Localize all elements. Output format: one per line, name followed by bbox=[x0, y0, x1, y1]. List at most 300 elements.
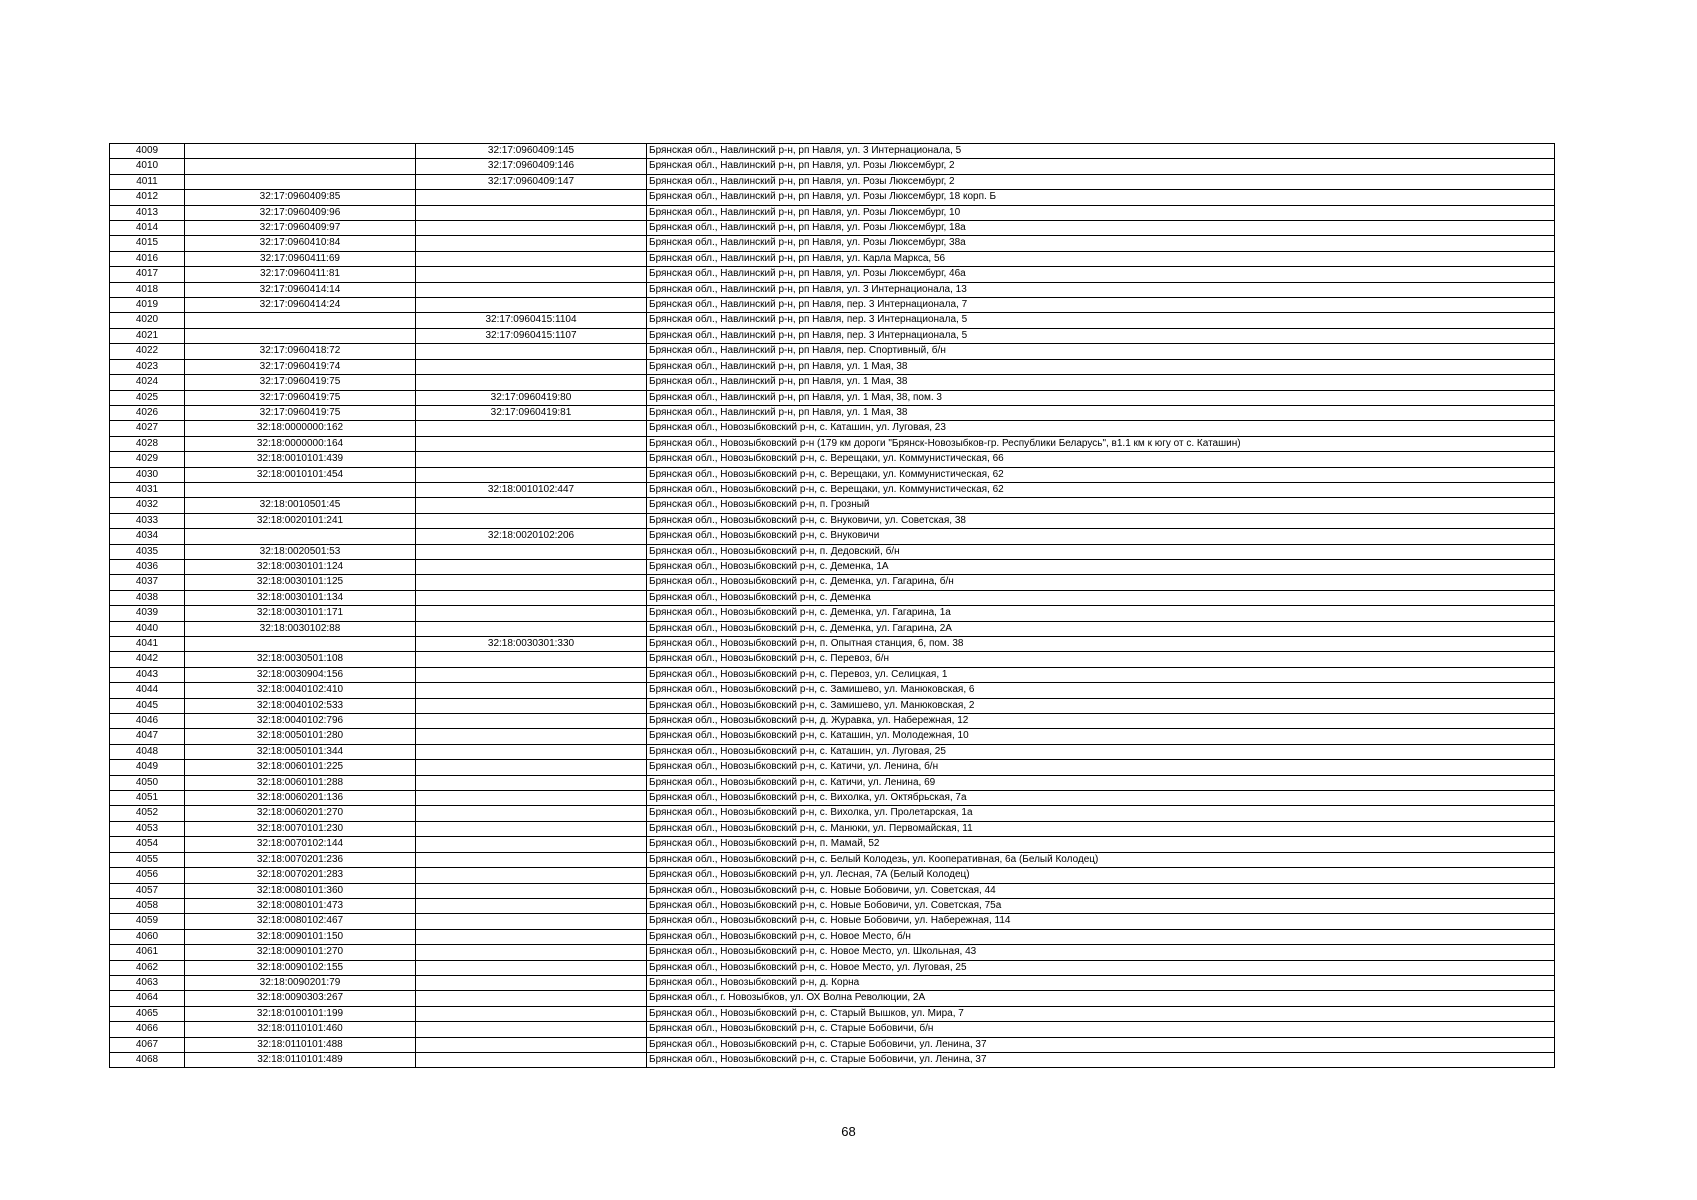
room-cadastral-number-cell bbox=[416, 852, 647, 867]
cadastral-number-cell: 32:18:0010501:45 bbox=[185, 498, 416, 513]
table-row bbox=[110, 821, 1555, 836]
row-number-cell: 4020 bbox=[110, 313, 185, 328]
cadastral-number-cell: 32:18:0100101:199 bbox=[185, 1006, 416, 1021]
cadastral-number-cell: 32:18:0000000:164 bbox=[185, 436, 416, 451]
table-row bbox=[110, 898, 1555, 913]
room-cadastral-number-cell bbox=[416, 498, 647, 513]
table-row bbox=[110, 298, 1555, 313]
table-row bbox=[110, 313, 1555, 328]
row-number-cell: 4052 bbox=[110, 806, 185, 821]
room-cadastral-number-cell: 32:17:0960415:1104 bbox=[416, 313, 647, 328]
row-number-cell: 4044 bbox=[110, 683, 185, 698]
address-cell: Брянская обл., Навлинский р-н, рп Навля, пер. Спортивный, б/н bbox=[647, 344, 1555, 359]
cadastral-number-cell: 32:17:0960419:75 bbox=[185, 375, 416, 390]
cadastral-number-cell: 32:18:0030904:156 bbox=[185, 667, 416, 682]
row-number-cell: 4053 bbox=[110, 821, 185, 836]
row-number-cell: 4055 bbox=[110, 852, 185, 867]
cadastral-number-cell bbox=[185, 637, 416, 652]
cadastral-number-cell: 32:17:0960418:72 bbox=[185, 344, 416, 359]
address-cell: Брянская обл., Новозыбковский р-н, ул. Лесная, 7А (Белый Колодец) bbox=[647, 868, 1555, 883]
cadastral-number-cell: 32:17:0960409:85 bbox=[185, 190, 416, 205]
room-cadastral-number-cell bbox=[416, 868, 647, 883]
row-number-cell: 4042 bbox=[110, 652, 185, 667]
row-number-cell: 4028 bbox=[110, 436, 185, 451]
room-cadastral-number-cell bbox=[416, 929, 647, 944]
table-row bbox=[110, 652, 1555, 667]
cadastral-number-cell: 32:18:0110101:460 bbox=[185, 1022, 416, 1037]
room-cadastral-number-cell: 32:18:0010102:447 bbox=[416, 482, 647, 497]
address-cell: Брянская обл., Новозыбковский р-н, с. Каташин, ул. Молодежная, 10 bbox=[647, 729, 1555, 744]
address-cell: Брянская обл., Новозыбковский р-н, с. Старые Бобовичи, ул. Ленина, 37 bbox=[647, 1037, 1555, 1052]
room-cadastral-number-cell bbox=[416, 791, 647, 806]
table-row bbox=[110, 513, 1555, 528]
address-cell: Брянская обл., Новозыбковский р-н, д. Корна bbox=[647, 975, 1555, 990]
row-number-cell: 4010 bbox=[110, 159, 185, 174]
room-cadastral-number-cell bbox=[416, 991, 647, 1006]
room-cadastral-number-cell bbox=[416, 421, 647, 436]
room-cadastral-number-cell bbox=[416, 698, 647, 713]
table-row bbox=[110, 1006, 1555, 1021]
address-cell: Брянская обл., Новозыбковский р-н, с. Катичи, ул. Ленина, б/н bbox=[647, 760, 1555, 775]
cadastral-number-cell: 32:18:0070201:236 bbox=[185, 852, 416, 867]
address-cell: Брянская обл., Новозыбковский р-н, с. Деменка bbox=[647, 590, 1555, 605]
room-cadastral-number-cell bbox=[416, 544, 647, 559]
address-cell: Брянская обл., Новозыбковский р-н, с. Новые Бобовичи, ул. Набережная, 114 bbox=[647, 914, 1555, 929]
table-row bbox=[110, 482, 1555, 497]
row-number-cell: 4016 bbox=[110, 251, 185, 266]
row-number-cell: 4011 bbox=[110, 174, 185, 189]
table-row bbox=[110, 683, 1555, 698]
room-cadastral-number-cell: 32:18:0030301:330 bbox=[416, 637, 647, 652]
room-cadastral-number-cell bbox=[416, 298, 647, 313]
room-cadastral-number-cell bbox=[416, 267, 647, 282]
room-cadastral-number-cell: 32:17:0960419:81 bbox=[416, 405, 647, 420]
room-cadastral-number-cell: 32:17:0960415:1107 bbox=[416, 328, 647, 343]
cadastral-number-cell: 32:18:0050101:344 bbox=[185, 744, 416, 759]
row-number-cell: 4054 bbox=[110, 837, 185, 852]
cadastral-number-cell: 32:18:0010101:439 bbox=[185, 452, 416, 467]
row-number-cell: 4019 bbox=[110, 298, 185, 313]
address-cell: Брянская обл., Навлинский р-н, рп Навля, пер. 3 Интернационала, 5 bbox=[647, 313, 1555, 328]
row-number-cell: 4026 bbox=[110, 405, 185, 420]
row-number-cell: 4035 bbox=[110, 544, 185, 559]
address-cell: Брянская обл., Новозыбковский р-н, с. Каташин, ул. Луговая, 23 bbox=[647, 421, 1555, 436]
address-cell: Брянская обл., Новозыбковский р-н, с. Замишево, ул. Манюковская, 2 bbox=[647, 698, 1555, 713]
table-row bbox=[110, 436, 1555, 451]
cadastral-number-cell: 32:18:0030501:108 bbox=[185, 652, 416, 667]
address-cell: Брянская обл., Новозыбковский р-н, п. Опытная станция, 6, пом. 38 bbox=[647, 637, 1555, 652]
table-row bbox=[110, 868, 1555, 883]
table-row bbox=[110, 529, 1555, 544]
address-cell: Брянская обл., Новозыбковский р-н, с. Старый Вышков, ул. Мира, 7 bbox=[647, 1006, 1555, 1021]
cadastral-number-cell: 32:17:0960414:14 bbox=[185, 282, 416, 297]
cadastral-number-cell: 32:17:0960419:74 bbox=[185, 359, 416, 374]
row-number-cell: 4029 bbox=[110, 452, 185, 467]
row-number-cell: 4045 bbox=[110, 698, 185, 713]
cadastral-number-cell: 32:18:0030102:88 bbox=[185, 621, 416, 636]
row-number-cell: 4046 bbox=[110, 714, 185, 729]
room-cadastral-number-cell bbox=[416, 575, 647, 590]
row-number-cell: 4025 bbox=[110, 390, 185, 405]
cadastral-number-cell bbox=[185, 174, 416, 189]
table-row bbox=[110, 174, 1555, 189]
room-cadastral-number-cell bbox=[416, 282, 647, 297]
table-row bbox=[110, 837, 1555, 852]
table-row bbox=[110, 544, 1555, 559]
room-cadastral-number-cell bbox=[416, 1052, 647, 1067]
cadastral-number-cell: 32:18:0030101:134 bbox=[185, 590, 416, 605]
address-cell: Брянская обл., Новозыбковский р-н, с. Манюки, ул. Первомайская, 11 bbox=[647, 821, 1555, 836]
room-cadastral-number-cell bbox=[416, 513, 647, 528]
cadastral-number-cell: 32:18:0080101:473 bbox=[185, 898, 416, 913]
address-cell: Брянская обл., Новозыбковский р-н, с. Белый Колодезь, ул. Кооперативная, 6а (Белый Колодец) bbox=[647, 852, 1555, 867]
address-cell: Брянская обл., Новозыбковский р-н, с. Вихолка, ул. Пролетарская, 1а bbox=[647, 806, 1555, 821]
table-row bbox=[110, 852, 1555, 867]
room-cadastral-number-cell bbox=[416, 344, 647, 359]
row-number-cell: 4068 bbox=[110, 1052, 185, 1067]
room-cadastral-number-cell bbox=[416, 683, 647, 698]
address-cell: Брянская обл., Новозыбковский р-н, с. Деменка, ул. Гагарина, 1а bbox=[647, 606, 1555, 621]
cadastral-number-cell: 32:18:0080102:467 bbox=[185, 914, 416, 929]
table-row bbox=[110, 205, 1555, 220]
table-row bbox=[110, 590, 1555, 605]
room-cadastral-number-cell: 32:18:0020102:206 bbox=[416, 529, 647, 544]
cadastral-number-cell: 32:18:0040102:410 bbox=[185, 683, 416, 698]
cadastral-number-cell: 32:18:0070102:144 bbox=[185, 837, 416, 852]
row-number-cell: 4065 bbox=[110, 1006, 185, 1021]
row-number-cell: 4066 bbox=[110, 1022, 185, 1037]
table-row bbox=[110, 714, 1555, 729]
address-cell: Брянская обл., Новозыбковский р-н, с. Новое Место, ул. Школьная, 43 bbox=[647, 945, 1555, 960]
room-cadastral-number-cell bbox=[416, 1037, 647, 1052]
cadastral-number-cell: 32:18:0090303:267 bbox=[185, 991, 416, 1006]
room-cadastral-number-cell bbox=[416, 452, 647, 467]
table-row bbox=[110, 236, 1555, 251]
registry-table-body bbox=[110, 144, 1555, 1068]
address-cell: Брянская обл., Навлинский р-н, рп Навля, ул. 3 Интернационала, 13 bbox=[647, 282, 1555, 297]
table-row bbox=[110, 559, 1555, 574]
address-cell: Брянская обл., Навлинский р-н, рп Навля, ул. Розы Люксембург, 18 корп. Б bbox=[647, 190, 1555, 205]
row-number-cell: 4037 bbox=[110, 575, 185, 590]
address-cell: Брянская обл., Навлинский р-н, рп Навля, ул. 1 Мая, 38 bbox=[647, 405, 1555, 420]
cadastral-number-cell bbox=[185, 482, 416, 497]
row-number-cell: 4057 bbox=[110, 883, 185, 898]
room-cadastral-number-cell bbox=[416, 1006, 647, 1021]
row-number-cell: 4018 bbox=[110, 282, 185, 297]
address-cell: Брянская обл., Новозыбковский р-н, с. Деменка, ул. Гагарина, 2А bbox=[647, 621, 1555, 636]
table-row bbox=[110, 190, 1555, 205]
cadastral-number-cell: 32:17:0960419:75 bbox=[185, 390, 416, 405]
row-number-cell: 4017 bbox=[110, 267, 185, 282]
room-cadastral-number-cell bbox=[416, 652, 647, 667]
table-row bbox=[110, 1022, 1555, 1037]
cadastral-number-cell: 32:18:0050101:280 bbox=[185, 729, 416, 744]
row-number-cell: 4015 bbox=[110, 236, 185, 251]
table-row bbox=[110, 744, 1555, 759]
room-cadastral-number-cell: 32:17:0960419:80 bbox=[416, 390, 647, 405]
table-row bbox=[110, 452, 1555, 467]
address-cell: Брянская обл., Новозыбковский р-н, с. Деменка, 1А bbox=[647, 559, 1555, 574]
cadastral-number-cell: 32:17:0960411:69 bbox=[185, 251, 416, 266]
table-row bbox=[110, 698, 1555, 713]
room-cadastral-number-cell bbox=[416, 806, 647, 821]
cadastral-number-cell: 32:18:0030101:124 bbox=[185, 559, 416, 574]
cadastral-number-cell: 32:18:0040102:533 bbox=[185, 698, 416, 713]
cadastral-number-cell: 32:17:0960411:81 bbox=[185, 267, 416, 282]
table-row bbox=[110, 637, 1555, 652]
cadastral-number-cell: 32:18:0060201:136 bbox=[185, 791, 416, 806]
table-row bbox=[110, 1052, 1555, 1067]
cadastral-number-cell: 32:17:0960409:97 bbox=[185, 221, 416, 236]
cadastral-number-cell: 32:18:0030101:125 bbox=[185, 575, 416, 590]
row-number-cell: 4063 bbox=[110, 975, 185, 990]
address-cell: Брянская обл., Навлинский р-н, рп Навля, ул. Розы Люксембург, 10 bbox=[647, 205, 1555, 220]
row-number-cell: 4043 bbox=[110, 667, 185, 682]
table-row bbox=[110, 328, 1555, 343]
cadastral-number-cell: 32:18:0000000:162 bbox=[185, 421, 416, 436]
table-row bbox=[110, 914, 1555, 929]
cadastral-number-cell: 32:18:0070201:283 bbox=[185, 868, 416, 883]
address-cell: Брянская обл., Навлинский р-н, рп Навля, ул. Розы Люксембург, 2 bbox=[647, 174, 1555, 189]
address-cell: Брянская обл., Новозыбковский р-н, с. Деменка, ул. Гагарина, б/н bbox=[647, 575, 1555, 590]
cadastral-number-cell: 32:18:0090101:150 bbox=[185, 929, 416, 944]
row-number-cell: 4034 bbox=[110, 529, 185, 544]
registry-table bbox=[109, 143, 1555, 1068]
cadastral-number-cell bbox=[185, 529, 416, 544]
cadastral-number-cell: 32:18:0060101:225 bbox=[185, 760, 416, 775]
cadastral-number-cell: 32:18:0060201:270 bbox=[185, 806, 416, 821]
room-cadastral-number-cell bbox=[416, 744, 647, 759]
table-row bbox=[110, 791, 1555, 806]
table-row bbox=[110, 975, 1555, 990]
room-cadastral-number-cell: 32:17:0960409:147 bbox=[416, 174, 647, 189]
room-cadastral-number-cell: 32:17:0960409:146 bbox=[416, 159, 647, 174]
table-row bbox=[110, 806, 1555, 821]
cadastral-number-cell: 32:18:0020501:53 bbox=[185, 544, 416, 559]
cadastral-number-cell: 32:17:0960409:96 bbox=[185, 205, 416, 220]
table-row bbox=[110, 621, 1555, 636]
row-number-cell: 4014 bbox=[110, 221, 185, 236]
room-cadastral-number-cell bbox=[416, 729, 647, 744]
room-cadastral-number-cell bbox=[416, 621, 647, 636]
row-number-cell: 4013 bbox=[110, 205, 185, 220]
room-cadastral-number-cell bbox=[416, 436, 647, 451]
cadastral-number-cell: 32:18:0060101:288 bbox=[185, 775, 416, 790]
row-number-cell: 4050 bbox=[110, 775, 185, 790]
address-cell: Брянская обл., Новозыбковский р-н, с. Верещаки, ул. Коммунистическая, 62 bbox=[647, 482, 1555, 497]
room-cadastral-number-cell bbox=[416, 975, 647, 990]
page-number: 68 bbox=[841, 1124, 856, 1139]
table-row bbox=[110, 390, 1555, 405]
room-cadastral-number-cell bbox=[416, 960, 647, 975]
cadastral-number-cell: 32:18:0040102:796 bbox=[185, 714, 416, 729]
table-row bbox=[110, 159, 1555, 174]
row-number-cell: 4024 bbox=[110, 375, 185, 390]
row-number-cell: 4067 bbox=[110, 1037, 185, 1052]
row-number-cell: 4061 bbox=[110, 945, 185, 960]
address-cell: Брянская обл., Новозыбковский р-н, п. Грозный bbox=[647, 498, 1555, 513]
address-cell: Брянская обл., Новозыбковский р-н, с. Новые Бобовичи, ул. Советская, 75а bbox=[647, 898, 1555, 913]
row-number-cell: 4058 bbox=[110, 898, 185, 913]
address-cell: Брянская обл., Новозыбковский р-н, с. Вихолка, ул. Октябрьская, 7а bbox=[647, 791, 1555, 806]
room-cadastral-number-cell bbox=[416, 221, 647, 236]
table-row bbox=[110, 375, 1555, 390]
row-number-cell: 4062 bbox=[110, 960, 185, 975]
address-cell: Брянская обл., Новозыбковский р-н, с. Внуковичи bbox=[647, 529, 1555, 544]
row-number-cell: 4036 bbox=[110, 559, 185, 574]
address-cell: Брянская обл., Новозыбковский р-н, п. Дедовский, б/н bbox=[647, 544, 1555, 559]
cadastral-number-cell bbox=[185, 313, 416, 328]
row-number-cell: 4031 bbox=[110, 482, 185, 497]
cadastral-number-cell bbox=[185, 328, 416, 343]
row-number-cell: 4023 bbox=[110, 359, 185, 374]
table-row bbox=[110, 1037, 1555, 1052]
address-cell: Брянская обл., Новозыбковский р-н, с. Замишево, ул. Манюковская, 6 bbox=[647, 683, 1555, 698]
address-cell: Брянская обл., Новозыбковский р-н, с. Старые Бобовичи, б/н bbox=[647, 1022, 1555, 1037]
table-row bbox=[110, 467, 1555, 482]
row-number-cell: 4041 bbox=[110, 637, 185, 652]
address-cell: Брянская обл., Навлинский р-н, рп Навля, пер. 3 Интернационала, 5 bbox=[647, 328, 1555, 343]
address-cell: Брянская обл., Навлинский р-н, рп Навля, ул. Карла Маркса, 56 bbox=[647, 251, 1555, 266]
row-number-cell: 4039 bbox=[110, 606, 185, 621]
table-row bbox=[110, 729, 1555, 744]
cadastral-number-cell: 32:17:0960419:75 bbox=[185, 405, 416, 420]
cadastral-number-cell: 32:18:0080101:360 bbox=[185, 883, 416, 898]
table-row bbox=[110, 960, 1555, 975]
table-row bbox=[110, 775, 1555, 790]
room-cadastral-number-cell bbox=[416, 251, 647, 266]
row-number-cell: 4038 bbox=[110, 590, 185, 605]
cadastral-number-cell: 32:18:0090101:270 bbox=[185, 945, 416, 960]
table-row bbox=[110, 498, 1555, 513]
room-cadastral-number-cell bbox=[416, 559, 647, 574]
table-row bbox=[110, 405, 1555, 420]
room-cadastral-number-cell: 32:17:0960409:145 bbox=[416, 144, 647, 159]
cadastral-number-cell: 32:18:0110101:488 bbox=[185, 1037, 416, 1052]
room-cadastral-number-cell bbox=[416, 898, 647, 913]
table-row bbox=[110, 251, 1555, 266]
address-cell: Брянская обл., Новозыбковский р-н, с. Внуковичи, ул. Советская, 38 bbox=[647, 513, 1555, 528]
row-number-cell: 4033 bbox=[110, 513, 185, 528]
table-row bbox=[110, 267, 1555, 282]
cadastral-number-cell: 32:18:0110101:489 bbox=[185, 1052, 416, 1067]
table-row bbox=[110, 606, 1555, 621]
address-cell: Брянская обл., Навлинский р-н, рп Навля, ул. Розы Люксембург, 38а bbox=[647, 236, 1555, 251]
address-cell: Брянская обл., Новозыбковский р-н, с. Перевоз, ул. Селицкая, 1 bbox=[647, 667, 1555, 682]
address-cell: Брянская обл., Новозыбковский р-н (179 км дороги "Брянск-Новозыбков-гр. Республики Беларусь", в1.1 км к югу от с. Каташин) bbox=[647, 436, 1555, 451]
address-cell: Брянская обл., Новозыбковский р-н, с. Катичи, ул. Ленина, 69 bbox=[647, 775, 1555, 790]
table-row bbox=[110, 929, 1555, 944]
cadastral-number-cell: 32:18:0090102:155 bbox=[185, 960, 416, 975]
room-cadastral-number-cell bbox=[416, 205, 647, 220]
room-cadastral-number-cell bbox=[416, 359, 647, 374]
row-number-cell: 4022 bbox=[110, 344, 185, 359]
row-number-cell: 4060 bbox=[110, 929, 185, 944]
row-number-cell: 4047 bbox=[110, 729, 185, 744]
address-cell: Брянская обл., Навлинский р-н, рп Навля, ул. Розы Люксембург, 18а bbox=[647, 221, 1555, 236]
row-number-cell: 4030 bbox=[110, 467, 185, 482]
address-cell: Брянская обл., г. Новозыбков, ул. ОХ Волна Революции, 2А bbox=[647, 991, 1555, 1006]
cadastral-number-cell: 32:17:0960414:24 bbox=[185, 298, 416, 313]
address-cell: Брянская обл., Новозыбковский р-н, с. Верещаки, ул. Коммунистическая, 66 bbox=[647, 452, 1555, 467]
cadastral-number-cell: 32:18:0090201:79 bbox=[185, 975, 416, 990]
table-row bbox=[110, 144, 1555, 159]
address-cell: Брянская обл., Новозыбковский р-н, с. Старые Бобовичи, ул. Ленина, 37 bbox=[647, 1052, 1555, 1067]
row-number-cell: 4059 bbox=[110, 914, 185, 929]
room-cadastral-number-cell bbox=[416, 667, 647, 682]
address-cell: Брянская обл., Новозыбковский р-н, с. Новые Бобовичи, ул. Советская, 44 bbox=[647, 883, 1555, 898]
row-number-cell: 4056 bbox=[110, 868, 185, 883]
address-cell: Брянская обл., Новозыбковский р-н, с. Новое Место, б/н bbox=[647, 929, 1555, 944]
address-cell: Брянская обл., Навлинский р-н, рп Навля, ул. 3 Интернационала, 5 bbox=[647, 144, 1555, 159]
room-cadastral-number-cell bbox=[416, 1022, 647, 1037]
table-row bbox=[110, 221, 1555, 236]
table-row bbox=[110, 760, 1555, 775]
table-row bbox=[110, 344, 1555, 359]
room-cadastral-number-cell bbox=[416, 945, 647, 960]
row-number-cell: 4021 bbox=[110, 328, 185, 343]
cadastral-number-cell bbox=[185, 144, 416, 159]
room-cadastral-number-cell bbox=[416, 883, 647, 898]
address-cell: Брянская обл., Новозыбковский р-н, с. Новое Место, ул. Луговая, 25 bbox=[647, 960, 1555, 975]
address-cell: Брянская обл., Новозыбковский р-н, п. Мамай, 52 bbox=[647, 837, 1555, 852]
address-cell: Брянская обл., Новозыбковский р-н, д. Журавка, ул. Набережная, 12 bbox=[647, 714, 1555, 729]
room-cadastral-number-cell bbox=[416, 236, 647, 251]
table-row bbox=[110, 359, 1555, 374]
row-number-cell: 4049 bbox=[110, 760, 185, 775]
table-row bbox=[110, 667, 1555, 682]
room-cadastral-number-cell bbox=[416, 606, 647, 621]
table-row bbox=[110, 945, 1555, 960]
row-number-cell: 4009 bbox=[110, 144, 185, 159]
room-cadastral-number-cell bbox=[416, 590, 647, 605]
address-cell: Брянская обл., Новозыбковский р-н, с. Перевоз, б/н bbox=[647, 652, 1555, 667]
table-row bbox=[110, 883, 1555, 898]
address-cell: Брянская обл., Навлинский р-н, рп Навля, ул. 1 Мая, 38 bbox=[647, 359, 1555, 374]
address-cell: Брянская обл., Новозыбковский р-н, с. Верещаки, ул. Коммунистическая, 62 bbox=[647, 467, 1555, 482]
address-cell: Брянская обл., Навлинский р-н, рп Навля, пер. 3 Интернационала, 7 bbox=[647, 298, 1555, 313]
row-number-cell: 4040 bbox=[110, 621, 185, 636]
cadastral-number-cell: 32:17:0960410:84 bbox=[185, 236, 416, 251]
table-row bbox=[110, 282, 1555, 297]
room-cadastral-number-cell bbox=[416, 467, 647, 482]
room-cadastral-number-cell bbox=[416, 760, 647, 775]
row-number-cell: 4032 bbox=[110, 498, 185, 513]
address-cell: Брянская обл., Навлинский р-н, рп Навля, ул. 1 Мая, 38 bbox=[647, 375, 1555, 390]
address-cell: Брянская обл., Навлинский р-н, рп Навля, ул. Розы Люксембург, 2 bbox=[647, 159, 1555, 174]
room-cadastral-number-cell bbox=[416, 190, 647, 205]
address-cell: Брянская обл., Новозыбковский р-н, с. Каташин, ул. Луговая, 25 bbox=[647, 744, 1555, 759]
cadastral-number-cell: 32:18:0070101:230 bbox=[185, 821, 416, 836]
row-number-cell: 4064 bbox=[110, 991, 185, 1006]
table-row bbox=[110, 991, 1555, 1006]
cadastral-number-cell: 32:18:0020101:241 bbox=[185, 513, 416, 528]
cadastral-number-cell bbox=[185, 159, 416, 174]
room-cadastral-number-cell bbox=[416, 821, 647, 836]
cadastral-number-cell: 32:18:0030101:171 bbox=[185, 606, 416, 621]
row-number-cell: 4012 bbox=[110, 190, 185, 205]
room-cadastral-number-cell bbox=[416, 914, 647, 929]
address-cell: Брянская обл., Навлинский р-н, рп Навля, ул. Розы Люксембург, 46а bbox=[647, 267, 1555, 282]
address-cell: Брянская обл., Навлинский р-н, рп Навля, ул. 1 Мая, 38, пом. 3 bbox=[647, 390, 1555, 405]
table-row bbox=[110, 575, 1555, 590]
row-number-cell: 4027 bbox=[110, 421, 185, 436]
room-cadastral-number-cell bbox=[416, 775, 647, 790]
room-cadastral-number-cell bbox=[416, 714, 647, 729]
cadastral-number-cell: 32:18:0010101:454 bbox=[185, 467, 416, 482]
room-cadastral-number-cell bbox=[416, 375, 647, 390]
table-row bbox=[110, 421, 1555, 436]
